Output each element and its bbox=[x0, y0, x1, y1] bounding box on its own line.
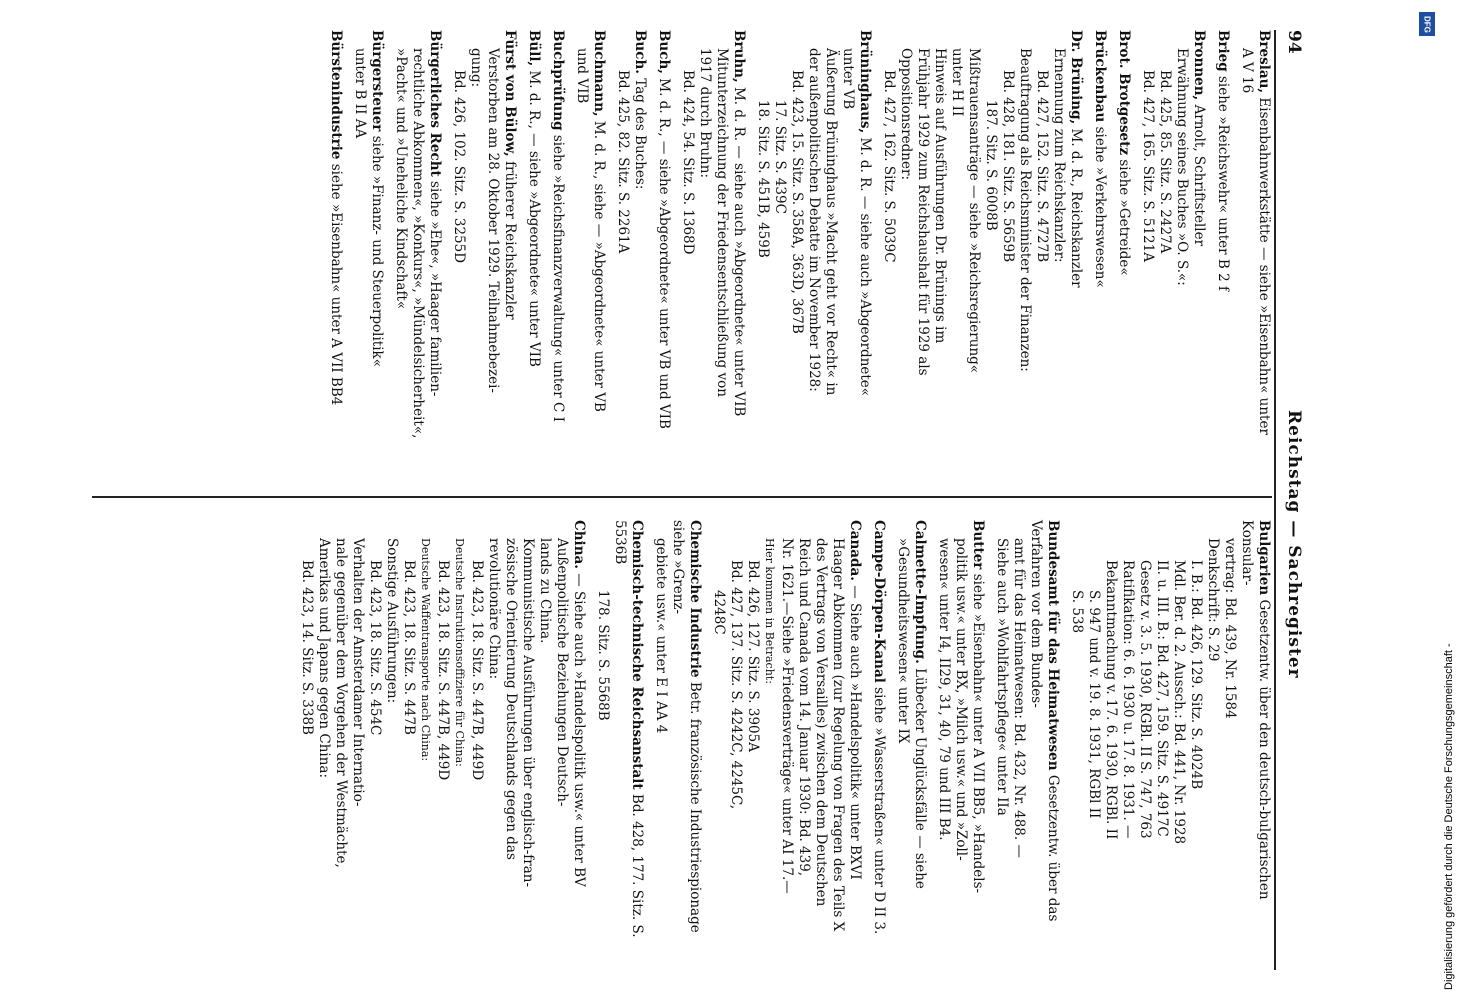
entry-text: Arnolt, Schriftsteller bbox=[1191, 104, 1207, 247]
entry-first-line bbox=[631, 30, 648, 470]
entry-keyword: Brieg bbox=[1215, 30, 1231, 72]
index-entry bbox=[754, 30, 873, 470]
entry-line: Bd. 427, 137. Sitz. S. 4242C, 4245C, bbox=[728, 560, 744, 810]
entry-text: siehe »Ehe«, »Haager familien- bbox=[427, 181, 443, 397]
entry-text: Lübecker Unglücksfälle — siehe bbox=[912, 668, 928, 889]
entry-line: Außenpolitische Beziehungen Deutsch- bbox=[554, 538, 570, 807]
index-entry bbox=[1115, 30, 1132, 470]
left-column bbox=[320, 30, 1272, 470]
entry-line: Amerikas und Japans gegen China: bbox=[316, 538, 332, 779]
entry-first-line bbox=[1255, 30, 1272, 470]
entry-line: zösische Orientierung Deutschlands gegen das bbox=[503, 538, 519, 860]
entry-text: Eisenbahnwerkstätte — siehe »Eisenbahn« unter bbox=[1256, 97, 1272, 435]
entry-line: Bd. 426, 127. Sitz. S. 3905A bbox=[745, 560, 761, 752]
entry-keyword: Brüninghaus, bbox=[857, 30, 873, 134]
entry-keyword: Calmette-Impfung. bbox=[912, 520, 928, 664]
entry-text: siehe »Eisenbahn« unter A VII BB5, »Handels- bbox=[970, 573, 986, 894]
entry-first-line bbox=[368, 30, 385, 470]
index-entry bbox=[1068, 520, 1272, 960]
entry-keyword: Bürgerliches Recht bbox=[427, 30, 443, 177]
entry-first-line bbox=[1067, 30, 1084, 470]
entry-line: Haager Abkommen (zur Regelung von Fragen des Teils X bbox=[830, 538, 846, 932]
entry-line: der außenpolitischen Debatte im November 1928: bbox=[806, 48, 822, 392]
entry-text: M. d. R. — siehe auch »Abgeordnete« unter VIB bbox=[731, 86, 747, 417]
entry-keyword: Bundesamt für das Heimatwesen bbox=[1045, 520, 1061, 771]
entry-line: des Vertrags von Versailles) zwischen dem Deutschen bbox=[813, 538, 829, 907]
entry-line: 1917 durch Bruhn: bbox=[697, 48, 713, 178]
entry-text: siehe »Reichswehr« unter B 2 f bbox=[1215, 75, 1231, 291]
entry-line: gebiete usw.« unter E I AA 4 bbox=[653, 538, 669, 734]
right-column bbox=[291, 520, 1272, 960]
entry-keyword: Fürst von Bülow, bbox=[502, 30, 518, 157]
entry-keyword: Buch. bbox=[632, 30, 648, 74]
entry-keyword: China. bbox=[571, 520, 587, 569]
entry-line: Hier kommen in Betracht: bbox=[763, 538, 776, 684]
entry-line: Nr. 1621.—Siehe »Friedensverträge« unter AI 17.— bbox=[779, 538, 795, 894]
entry-first-line bbox=[1115, 30, 1132, 470]
entry-line: unter H II bbox=[949, 48, 965, 117]
entry-first-line bbox=[1214, 30, 1231, 470]
entry-line: Ernennung zum Reichskanzler: bbox=[1051, 48, 1067, 263]
entry-line: politik usw.« unter BX, »Milch usw.« und »Zoll- bbox=[953, 538, 969, 861]
entry-line: Bd. 428, 181. Sitz. S. 5659B bbox=[1000, 70, 1016, 263]
entry-text: M. d. R. — siehe auch »Abgeordnete« bbox=[857, 137, 873, 397]
entry-line: 4248C bbox=[711, 590, 727, 635]
entry-first-line bbox=[1091, 30, 1108, 470]
entry-keyword: Bürstenindustrie bbox=[328, 30, 344, 160]
entry-text: M. d. R., — siehe »Abgeordnete« unter VIB bbox=[526, 70, 542, 367]
entry-line: Mdl. Ber. d. 2. Aussch.: Bd. 441, Nr. 1928 bbox=[1171, 560, 1187, 845]
entry-keyword: Buch, bbox=[656, 30, 672, 74]
entry-line: Sonstige Ausführungen: bbox=[384, 538, 400, 704]
entry-first-line bbox=[327, 30, 344, 470]
index-entry bbox=[894, 520, 928, 960]
entry-line: Bd. 427, 152. Sitz. S. 4727B bbox=[1034, 70, 1050, 263]
entry-line: Bd. 424, 54. Sitz. S. 1368D bbox=[680, 70, 696, 255]
entry-line: Siehe auch »Wohlfahrtspflege« unter IIa bbox=[994, 538, 1010, 816]
entry-line: 17. Sitz. S. 439C bbox=[772, 100, 788, 214]
entry-text: M. d. R., Reichskanzler bbox=[1068, 128, 1084, 288]
header-rule bbox=[1274, 30, 1276, 970]
entry-first-line bbox=[911, 520, 928, 960]
scanned-page bbox=[72, 30, 1312, 970]
entry-keyword: Breslau, bbox=[1256, 30, 1272, 94]
entry-keyword: Bruhn, bbox=[731, 30, 747, 83]
index-entry bbox=[710, 520, 863, 960]
entry-line: S. 538 bbox=[1069, 590, 1085, 634]
entry-line: wesen« unter I4, II29, 31, 40, 79 und III B4. bbox=[936, 538, 952, 841]
entry-line: und VIB bbox=[574, 48, 590, 104]
entry-line: Verstorben am 28. Oktober 1929. Teilnahmebezei- bbox=[485, 48, 501, 393]
page-title: Reichstag — Sachregister bbox=[1284, 410, 1304, 679]
dfg-logo: DFG bbox=[1419, 12, 1435, 36]
entry-first-line bbox=[969, 520, 986, 960]
entry-line: 18. Sitz. S. 451B, 459B bbox=[755, 100, 771, 258]
entry-line: Bd. 423, 18. Sitz. S. 447B, 449D bbox=[435, 560, 451, 781]
entry-line: Bd. 423, 14. Sitz. S. 338B bbox=[299, 560, 315, 735]
entry-text: früherer Reichskanzler bbox=[502, 161, 518, 320]
entry-text: M. d. R., — siehe »Abgeordnete« unter VB und VIB bbox=[656, 78, 672, 429]
entry-line: vertrag: Bd. 439, Nr. 1584 bbox=[1222, 538, 1238, 719]
index-entry bbox=[1139, 30, 1207, 470]
dfg-sidebar bbox=[1416, 10, 1455, 990]
entry-text: Bd. 428, 177. Sitz. S. 5536B bbox=[612, 520, 645, 938]
entry-line: II. u. III. B.: Bd. 427, 159. Sitz. S. 4917C bbox=[1154, 560, 1170, 837]
entry-first-line bbox=[570, 520, 587, 960]
entry-line: Bd. 423, 18. Sitz. S. 454C bbox=[367, 560, 383, 736]
entry-keyword: Brot. Brotgesetz bbox=[1116, 30, 1132, 156]
index-entry bbox=[614, 30, 648, 470]
entry-line: Frühjahr 1929 zum Reichshaushalt für 1929 als bbox=[915, 48, 931, 376]
entry-text: siehe »Wasserstraßen« unter D II 3. bbox=[871, 687, 887, 935]
entry-text: M. d. R., siehe — »Abgeordnete« unter VB bbox=[591, 120, 607, 412]
entry-keyword: Bronnen, bbox=[1191, 30, 1207, 101]
entry-first-line bbox=[856, 30, 873, 470]
entry-first-line bbox=[1190, 30, 1207, 470]
entry-text: — Siehe auch »Handelspolitik usw.« unter BV bbox=[571, 573, 587, 887]
entry-first-line bbox=[426, 30, 443, 470]
index-entry bbox=[1091, 30, 1108, 470]
index-entry bbox=[1214, 30, 1231, 470]
column-divider bbox=[92, 496, 1272, 498]
entry-first-line bbox=[590, 30, 607, 470]
index-entry bbox=[679, 30, 747, 470]
entry-line: nale gegenüber dem Vorgehen der Westmächte, bbox=[333, 538, 349, 868]
entry-line: »Pacht« und »Uneheliche Kindschaft« bbox=[393, 48, 409, 310]
funding-note: Digitalisierung gefördert durch die Deutsche Forschungsgemeinschaft - bbox=[1443, 643, 1455, 990]
entry-line: Bekanntmachung v. 17. 6. 1930, RGBl. II bbox=[1103, 560, 1119, 840]
entry-keyword: Chemisch-technische Reichsanstalt bbox=[629, 520, 645, 790]
entry-line: Verhalten der Amsterdamer Internatio- bbox=[350, 538, 366, 807]
entry-keyword: Bürgersteuer bbox=[369, 30, 385, 132]
page-number: 94 bbox=[1284, 30, 1304, 54]
entry-line: Denkschrift: S. 29 bbox=[1205, 538, 1221, 662]
entry-line: Mißtrauensanträge — siehe »Reichsregierung« bbox=[966, 48, 982, 374]
entry-text: Betr. französische Industriespionage siehe »Grenz- bbox=[670, 520, 703, 933]
entry-first-line bbox=[525, 30, 542, 470]
entry-line: »Gesundheitswesen« unter IX bbox=[895, 538, 911, 744]
entry-first-line bbox=[1027, 520, 1061, 960]
entry-text: — Siehe auch »Handelspolitik« unter BXVI bbox=[847, 585, 863, 880]
entry-line: 187. Sitz. S. 6008B bbox=[983, 100, 999, 231]
entry-line: Bd. 423, 18. Sitz. S. 447B, 449D bbox=[469, 560, 485, 781]
index-entry bbox=[935, 520, 986, 960]
entry-line: Ratifikation: 6. 6. 1930 u. 17. 8. 1931. — bbox=[1120, 560, 1136, 839]
entry-line: Bd. 425, 85. Sitz. S. 2427A bbox=[1157, 70, 1173, 254]
entry-first-line bbox=[1238, 520, 1272, 960]
entry-line: Bd. 423, 15. Sitz. S. 358A, 363D, 367B bbox=[789, 70, 805, 334]
index-entry bbox=[594, 520, 645, 960]
index-entry bbox=[655, 30, 672, 470]
entry-first-line bbox=[870, 520, 887, 960]
entry-line: amt für das Heimatwesen: Bd. 432, Nr. 488. — bbox=[1011, 538, 1027, 858]
entry-text: siehe »Verkehrswesen« bbox=[1092, 126, 1108, 288]
index-entry bbox=[525, 30, 542, 470]
entry-keyword: Bulgarien bbox=[1256, 520, 1272, 596]
entry-keyword: Campe-Dörpen-Kanal bbox=[871, 520, 887, 683]
index-entry bbox=[351, 30, 385, 470]
index-entry bbox=[870, 520, 887, 960]
entry-keyword: Butter bbox=[970, 520, 986, 570]
entry-text: Gesetzentw. über den deutsch-bulgarischen Konsular- bbox=[1239, 520, 1272, 900]
index-entry bbox=[392, 30, 443, 470]
index-entry bbox=[298, 520, 587, 960]
index-entry bbox=[652, 520, 703, 960]
entry-first-line bbox=[655, 30, 672, 470]
index-entry bbox=[993, 520, 1061, 960]
entry-text: Tag des Buches: bbox=[632, 78, 648, 190]
entry-keyword: Brückenbau bbox=[1092, 30, 1108, 123]
index-entry bbox=[327, 30, 344, 470]
entry-line: Äußerung Brüninghaus »Macht geht vor Recht« in bbox=[823, 48, 839, 396]
entry-line: 178. Sitz. S. 5568B bbox=[595, 590, 611, 721]
entry-first-line bbox=[549, 30, 566, 470]
index-entry bbox=[1238, 30, 1272, 470]
entry-line: Beauftragung als Reichsminister der Finanzen: bbox=[1017, 48, 1033, 372]
entry-line: Kommunistische Ausführungen über englisch-fran- bbox=[520, 538, 536, 888]
entry-line: Deutsche Instruktionsoffiziere für China: bbox=[453, 538, 466, 767]
entry-line: Mitunterzeichnung der Friedensentschließung von bbox=[714, 48, 730, 397]
entry-line: unter B II AA bbox=[352, 48, 368, 139]
entry-first-line bbox=[730, 30, 747, 470]
entry-text: siehe »Reichsfinanzverwaltung« unter C I bbox=[550, 134, 566, 422]
entry-line: Bd. 426, 102. Sitz. S. 3255D bbox=[451, 70, 467, 264]
entry-line: Reich und Canada vom 14. Januar 1930: Bd. 439, bbox=[796, 538, 812, 877]
entry-keyword: Canada. bbox=[847, 520, 863, 581]
index-entry bbox=[450, 30, 518, 470]
entry-line: Bd. 423, 18. Sitz. S. 447B bbox=[401, 560, 417, 735]
entry-line: Erwähnung seines Buches »O. S.«: bbox=[1174, 48, 1190, 286]
entry-text: siehe »Finanz- und Steuerpolitik« bbox=[369, 135, 385, 367]
entry-line: Hinweis auf Ausführungen Dr. Brünings im bbox=[932, 48, 948, 344]
entry-text: Gesetzentw. über das Verfahren vor dem Bundes- bbox=[1028, 520, 1061, 922]
entry-first-line bbox=[669, 520, 703, 960]
entry-line: Bd. 425, 82. Sitz. S. 2261A bbox=[615, 70, 631, 254]
entry-line: Bd. 427, 165. Sitz. S. 5121A bbox=[1140, 70, 1156, 262]
entry-keyword: Dr. Brüning, bbox=[1068, 30, 1084, 125]
entry-line: A V 16 bbox=[1239, 48, 1255, 94]
entry-line: lands zu China. bbox=[537, 538, 553, 644]
entry-line: Bd. 427, 162. Sitz. S. 5039C bbox=[881, 70, 897, 263]
entry-first-line bbox=[501, 30, 518, 470]
index-entry bbox=[573, 30, 607, 470]
index-entry bbox=[880, 30, 1084, 470]
entry-first-line bbox=[611, 520, 645, 960]
entry-line: Deutsche Waffentransporte nach China: bbox=[419, 538, 432, 762]
entry-line: revolutionäre China: bbox=[486, 538, 502, 680]
index-entry bbox=[549, 30, 566, 470]
entry-keyword: Büll, bbox=[526, 30, 542, 67]
entry-line: I. B.: Bd. 426, 129. Sitz. S. 4024B bbox=[1188, 560, 1204, 790]
entry-line: Gesetz v. 3. 5. 1930, RGBl. II S. 747, 763 bbox=[1137, 560, 1153, 839]
entry-keyword: Buchmann, bbox=[591, 30, 607, 117]
entry-line: Oppositionsredner: bbox=[898, 48, 914, 180]
entry-keyword: Chemische Industrie bbox=[687, 520, 703, 678]
entry-line: rechtliche Abkommen«, »Konkurs«, »Mündelsicherheit«, bbox=[410, 48, 426, 439]
entry-first-line bbox=[846, 520, 863, 960]
entry-line: unter VB bbox=[840, 48, 856, 110]
entry-text: siehe »Getreide« bbox=[1116, 159, 1132, 276]
entry-line: gung: bbox=[468, 48, 484, 88]
entry-line: S. 947 und v. 19. 8. 1931, RGBl II bbox=[1086, 590, 1102, 819]
entry-text: siehe »Eisenbahn« unter A VII BB4 bbox=[328, 163, 344, 406]
entry-keyword: Buchprüfung bbox=[550, 30, 566, 131]
